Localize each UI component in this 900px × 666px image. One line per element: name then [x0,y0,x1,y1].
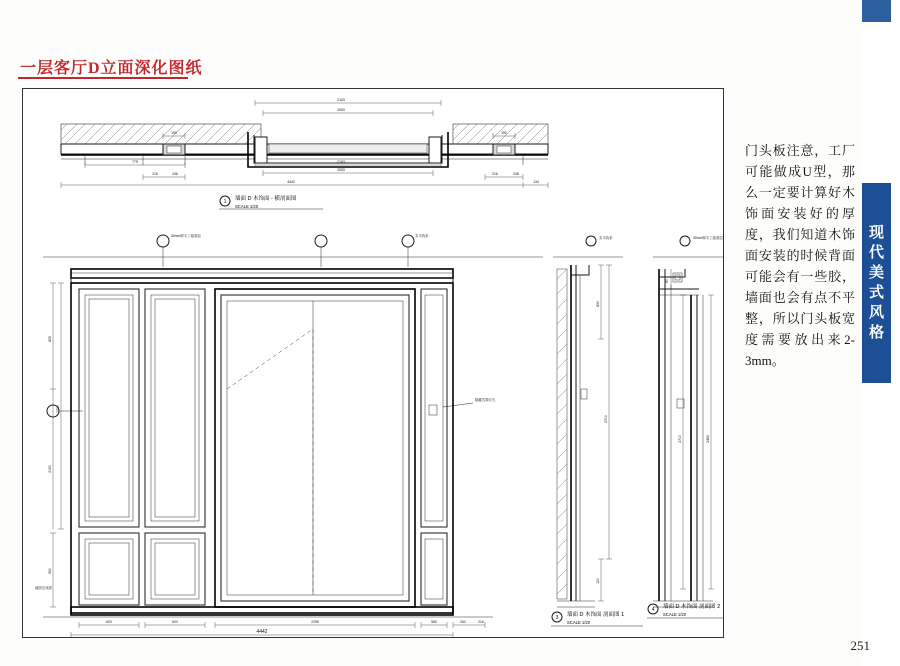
elev-callout-center [315,235,327,247]
page-number: 251 [850,638,870,653]
dim-sec3-830: 830 [596,301,600,307]
band-top-block [862,0,891,22]
detail-1-scale: SCALE 1/20 [235,204,259,209]
detail-1-plan [61,98,548,209]
side-tab-char-2: 美 [868,264,884,281]
plan-dim-row3 [85,162,441,176]
dim-plan-4442: 4442 [287,180,295,184]
page-title: 一层客厅D立面深化图纸 [20,60,203,77]
side-tab-label [862,183,891,383]
sec3-wall-hatch [557,269,567,599]
elev-cornice [71,269,453,278]
label-right-callout: 隐藏式筒灯孔 [475,398,496,402]
dim-plan-246a: 246 [172,172,178,176]
dim-plan-779a: 779 [132,160,138,164]
elevation-drawing [35,233,543,637]
side-tab-char-1: 代 [868,244,884,261]
label-top-left-callout: 30mm厚木工板基层 [171,234,201,238]
dim-plan-190b: 190 [501,131,507,135]
annotation-note: 门头板注意，工厂可能做成U型，那么一定要计算好木饰面安装好的厚度，我们知道木饰面安装的时候背面可能会有一些胶，墙面也会有点不平整，所以门头板宽度需要放出来2-3mm。 [745,143,855,368]
detail-4-title: 墙面 D 木饰面 剖面图 2 [663,604,721,610]
dim-plan-2053a: 2053 [337,108,345,112]
dim-elev-216: 216 [478,620,484,624]
dim-sec4-2465: 2465 [706,435,710,443]
elev-door-opening [215,289,415,607]
right-band [862,0,900,666]
title-underline [18,77,188,79]
detail-3-number: 3 [555,615,559,621]
dim-elev-603b: 603 [172,620,178,624]
elev-panel-left2-bottom [145,533,205,605]
sec3-slot [581,389,587,399]
detail-1-title: 墙面 D 木饰面 - 横剖面图 [235,196,297,202]
detail-3-section [551,235,643,626]
elev-callout-right [402,235,414,247]
elev-light-slot [429,405,437,415]
dim-plan-246b: 246 [513,172,519,176]
detail-4-callout [680,236,690,246]
detail-1-number: 1 [223,199,227,205]
door-swing-indicator [227,329,313,595]
dim-plan-2053b: 2053 [337,168,345,172]
elev-panel-left-top [79,289,139,527]
label-floor-line: 地面完成面 [35,586,52,590]
side-tab-char-3: 式 [868,284,884,301]
detail-4-number: 4 [651,607,655,613]
elev-dim-left [50,283,64,607]
elev-panel-left-bottom [79,533,139,605]
dim-plan-216b: 216 [492,172,498,176]
dim-plan-2163a: 2163 [337,98,345,102]
sec3-dims [598,265,612,601]
plan-dim-total [61,182,548,188]
side-tab-char-4: 风 [868,304,884,321]
plan-dim-row4 [143,174,523,180]
dim-elev-603a: 603 [106,620,112,624]
dim-sec4-2710: 2710 [678,435,682,443]
plan-center-panel [269,144,427,153]
dim-elev-total: 4442 [256,629,268,635]
side-tab-char-5: 格 [868,324,884,341]
detail-3-callout-label: 实木线条 [599,236,613,240]
dim-sec3-120: 120 [596,578,600,584]
dim-plan-216a: 216 [152,172,158,176]
detail-3-title: 墙面 D 木饰面 剖面图 1 [567,612,625,618]
elev-dim-bottom [71,622,485,637]
dim-sec3-2710: 2710 [604,415,608,423]
dim-sec4-60: 60 [665,279,669,283]
label-top-right-callout: 实木线条 [415,234,429,238]
dim-plan-2163b: 2163 [337,160,345,164]
elev-outer-frame [71,283,453,613]
dim-elev-262: 262 [460,620,466,624]
dim-elev-825: 825 [48,336,52,342]
drawing-frame [22,88,724,638]
wall-hatch-left [61,124,261,144]
detail-4-section [647,235,723,618]
elev-callout-left [157,235,169,247]
detail-3-callout [586,236,596,246]
dim-elev-2710: 2710 [56,405,60,413]
detail-3-scale: SCALE 1/20 [567,620,591,625]
sec4-dims [671,269,714,589]
detail-4-scale: SCALE 1/20 [663,612,687,617]
dim-elev-2295: 2295 [311,620,319,624]
dim-elev-2150: 2150 [48,465,52,473]
elev-panel-left2-top [145,289,205,527]
drawing-canvas [23,89,723,637]
dim-plan-190a: 190 [171,131,177,135]
side-tab-char-0: 现 [868,224,884,241]
plan-dim-top [255,100,441,116]
dim-elev-560: 560 [48,568,52,574]
dim-plan-134: 134 [533,180,539,184]
plan-dim-small-row [163,133,515,139]
detail-4-callout-label: 30mm厚木工板基层 [693,236,723,240]
dim-elev-580: 580 [431,620,437,624]
